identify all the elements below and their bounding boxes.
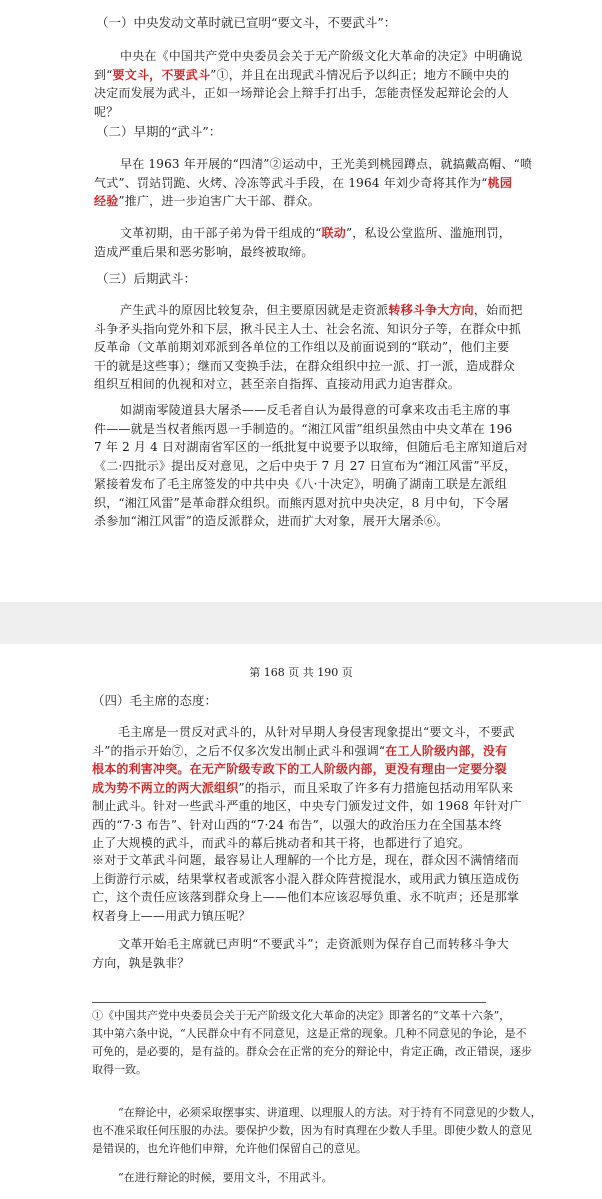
highlighted-text: 桃园 bbox=[487, 175, 513, 190]
text-line bbox=[94, 357, 515, 376]
text-span: ”的指示，而且采取了许多有力措施包括动用军队来 bbox=[238, 780, 514, 795]
text-line bbox=[120, 301, 523, 320]
footnote-line: 也不准采取任何压服的办法。要保护少数，因为有时真理在少数人手里。即使少数人的意见 bbox=[92, 1124, 532, 1137]
text-line bbox=[92, 742, 507, 761]
text-line bbox=[120, 47, 523, 66]
page-separator bbox=[0, 602, 602, 644]
footnote-line: 是错误的，也允许他们申辩，允许他们保留自己的意见。 bbox=[92, 1142, 367, 1155]
text-line bbox=[94, 84, 509, 103]
text-span: 文革初期，由干部子弟为骨干组成的“ bbox=[120, 226, 322, 240]
text-span: ※对于文革武斗问题，最容易让人理解的一个比方是，现在，群众因不满情绪而 bbox=[92, 853, 520, 867]
section-3-heading: （三）后期武斗： bbox=[96, 271, 197, 286]
text-line bbox=[92, 851, 519, 870]
text-line bbox=[92, 888, 519, 907]
text-line bbox=[92, 954, 190, 973]
text-line bbox=[92, 907, 251, 926]
text-line bbox=[118, 723, 515, 742]
text-line bbox=[120, 401, 510, 420]
text-span: 方向，孰是孰非？ bbox=[92, 955, 190, 970]
text-span: 中央在《中国共产党中央委员会关于无产阶级文化大革命的决定》中明确说 bbox=[120, 49, 523, 63]
text-span: 决定而发展为武斗，正如一场辩论会上辩手打出手，怎能责怪发起辩论会的人 bbox=[94, 86, 509, 100]
text-span: 杀参加“湘江风雷”的造反派群众，进而扩大对象，展开大屠杀⑥。 bbox=[94, 514, 449, 528]
text-line bbox=[94, 512, 448, 531]
text-line bbox=[94, 375, 460, 394]
text-span: ”推广，进一步迫害广大干部、群众。 bbox=[118, 194, 320, 208]
section-1-heading: （一）中央发动文革时就已宣明“要文斗，不要武斗”： bbox=[96, 15, 397, 30]
text-span: 文革开始毛主席就已声明“不要武斗”；走资派则为保存自己而转移斗争大 bbox=[118, 937, 509, 951]
text-span: 产生武斗的原因比较复杂，但主要原因就是走资派 bbox=[120, 303, 389, 317]
text-line bbox=[92, 834, 470, 853]
highlighted-text: 转移斗争大方向 bbox=[388, 303, 474, 317]
highlighted-text: 成为势不两立的两大派组织 bbox=[92, 780, 239, 795]
footnote-line: “在辩论中，必须采取摆事实、讲道理、以理服人的方法。对于持有不同意见的少数人， bbox=[118, 1106, 542, 1119]
text-line bbox=[120, 155, 532, 174]
highlighted-text: 经验 bbox=[94, 194, 119, 208]
highlighted-text: 联动 bbox=[321, 226, 346, 240]
text-line bbox=[94, 103, 118, 122]
text-span: 斗”的指示开始⑦，之后不仅多次发出制止武斗和强调“ bbox=[92, 743, 386, 758]
text-line bbox=[120, 224, 511, 243]
section-4-heading: （四）毛主席的态度： bbox=[92, 693, 218, 708]
text-line bbox=[94, 66, 509, 85]
text-span: 权者身上——用武力镇压呢？ bbox=[92, 908, 251, 923]
footnote-divider bbox=[92, 1002, 486, 1003]
text-span: 早在 1963 年开展的“四清”②运动中，王光美到桃园蹲点，就搞戴高帽、“喷 bbox=[120, 157, 533, 171]
text-span: 上街游行示威，结果掌权者或派客小混入群众阵营搅混水，或用武力镇压造成伤 bbox=[92, 871, 520, 886]
text-line bbox=[92, 816, 502, 835]
section-2-heading: （二）早期的“武斗”： bbox=[96, 124, 222, 139]
text-span: 造成严重后果和恶劣影响，最终被取缔。 bbox=[94, 244, 314, 259]
footnote-line: 其中第六条中说，“人民群众中有不同意见，这是正常的现象。几种不同意见的争论，是不 bbox=[92, 1027, 527, 1040]
text-span: ”，私设公堂监所、滥施刑罚， bbox=[345, 226, 511, 240]
text-span: 7 年 2 月 4 日对湖南省军区的一纸批复中说要予以取缔，但随后毛主席知道后对 bbox=[94, 440, 528, 454]
text-line bbox=[94, 243, 314, 262]
text-line bbox=[92, 870, 519, 889]
text-span: 西的“7·3 布告”、针对山西的“7·24 布告”，以强大的政治压力在全国基本终 bbox=[92, 817, 502, 832]
text-span: 制止武斗。针对一些武斗严重的地区，中央专门颁发过文件，如 1968 年针对广 bbox=[92, 799, 522, 813]
text-line bbox=[92, 797, 522, 816]
text-line bbox=[94, 475, 507, 494]
text-line bbox=[94, 420, 512, 439]
text-span: 到“ bbox=[94, 67, 113, 82]
text-span: 紧接着发布了毛主席签发的中共中央《八·十决定》，明确了湖南工联是左派组 bbox=[94, 477, 507, 491]
text-line bbox=[94, 320, 521, 339]
text-span: 气式”、罚站罚跪、火烤、冷冻等武斗手段，在 1964 年刘少奇将其作为“ bbox=[94, 175, 488, 190]
document-page-2 bbox=[0, 644, 602, 1199]
text-line bbox=[94, 494, 509, 513]
text-span: ”①，并且在出现武斗情况后予以纠正；地方不顾中央的 bbox=[210, 67, 510, 82]
text-span: 止了大规模的武斗，而武斗的幕后挑动者和其干将，也都进行了追究。 bbox=[92, 836, 471, 850]
text-line bbox=[94, 438, 528, 457]
text-line bbox=[92, 779, 513, 798]
footnote-line: 可免的，是必要的，是有益的。群众会在正常的充分的辩论中，肯定正确，改正错误，逐步 bbox=[92, 1045, 532, 1058]
highlighted-text: 根本的利害冲突。在无产阶级专政下的工人阶级内部，更没有理由一定要分裂 bbox=[92, 762, 507, 776]
footnote-line: “在进行辩论的时候，要用文斗，不用武斗。 bbox=[118, 1171, 333, 1184]
text-span: 毛主席是一贯反对武斗的，从针对早期人身侵害现象提出“要文斗，不要武 bbox=[118, 725, 515, 739]
text-span: 《二·四批示》提出反对意见，之后中央于 7 月 27 日宣布为“湘江风雷”平反， bbox=[94, 458, 517, 473]
text-span: 件——就是当权者熊丙恩一手制造的。“湘江风雷”组织虽然由中央文革在 196 bbox=[94, 421, 513, 436]
text-line bbox=[94, 457, 516, 476]
highlighted-text: 在工人阶级内部，没有 bbox=[385, 743, 508, 758]
text-line bbox=[94, 192, 320, 211]
text-span: 斗争矛头指向党外和下层，揪斗民主人士、社会名流、知识分子等，在群众中抓 bbox=[94, 321, 522, 336]
text-span: 反革命（文革前期刘邓派到各单位的工作组以及前面说到的“联动”，他们主要 bbox=[94, 340, 510, 354]
text-span: ，始而把 bbox=[473, 303, 523, 317]
text-span: 织，“湘江风雷”是革命群众组织。而熊丙恩对抗中央决定，8 月中旬，下令屠 bbox=[94, 495, 509, 510]
text-line bbox=[94, 338, 509, 357]
footnote-line: ①《中国共产党中央委员会关于无产阶级文化大革命的决定》即著名的“文革十六条”， bbox=[92, 1009, 511, 1022]
text-span: 呢？ bbox=[94, 104, 119, 119]
text-line bbox=[118, 935, 509, 954]
text-span: 干的就是这些事）；继而又变换手法，在群众组织中拉一派、打一派，造成群众 bbox=[94, 358, 516, 373]
text-line bbox=[92, 760, 507, 779]
page-number: 第 168 页 共 190 页 bbox=[249, 666, 353, 679]
highlighted-text: 要文斗，不要武斗 bbox=[112, 67, 211, 82]
text-line bbox=[94, 174, 512, 193]
footnote-line: 取得一致。 bbox=[92, 1063, 147, 1076]
text-span: 如湖南零陵道县大屠杀——反毛者自认为最得意的可拿来攻击毛主席的事 bbox=[120, 403, 511, 417]
text-span: 亡，这个责任应该落到群众身上——他们本应该忍辱负重、永不吭声；还是那掌 bbox=[92, 890, 520, 904]
text-span: 组织互相间的仇视和对立，甚至亲自指挥、直接动用武力迫害群众。 bbox=[94, 377, 461, 391]
